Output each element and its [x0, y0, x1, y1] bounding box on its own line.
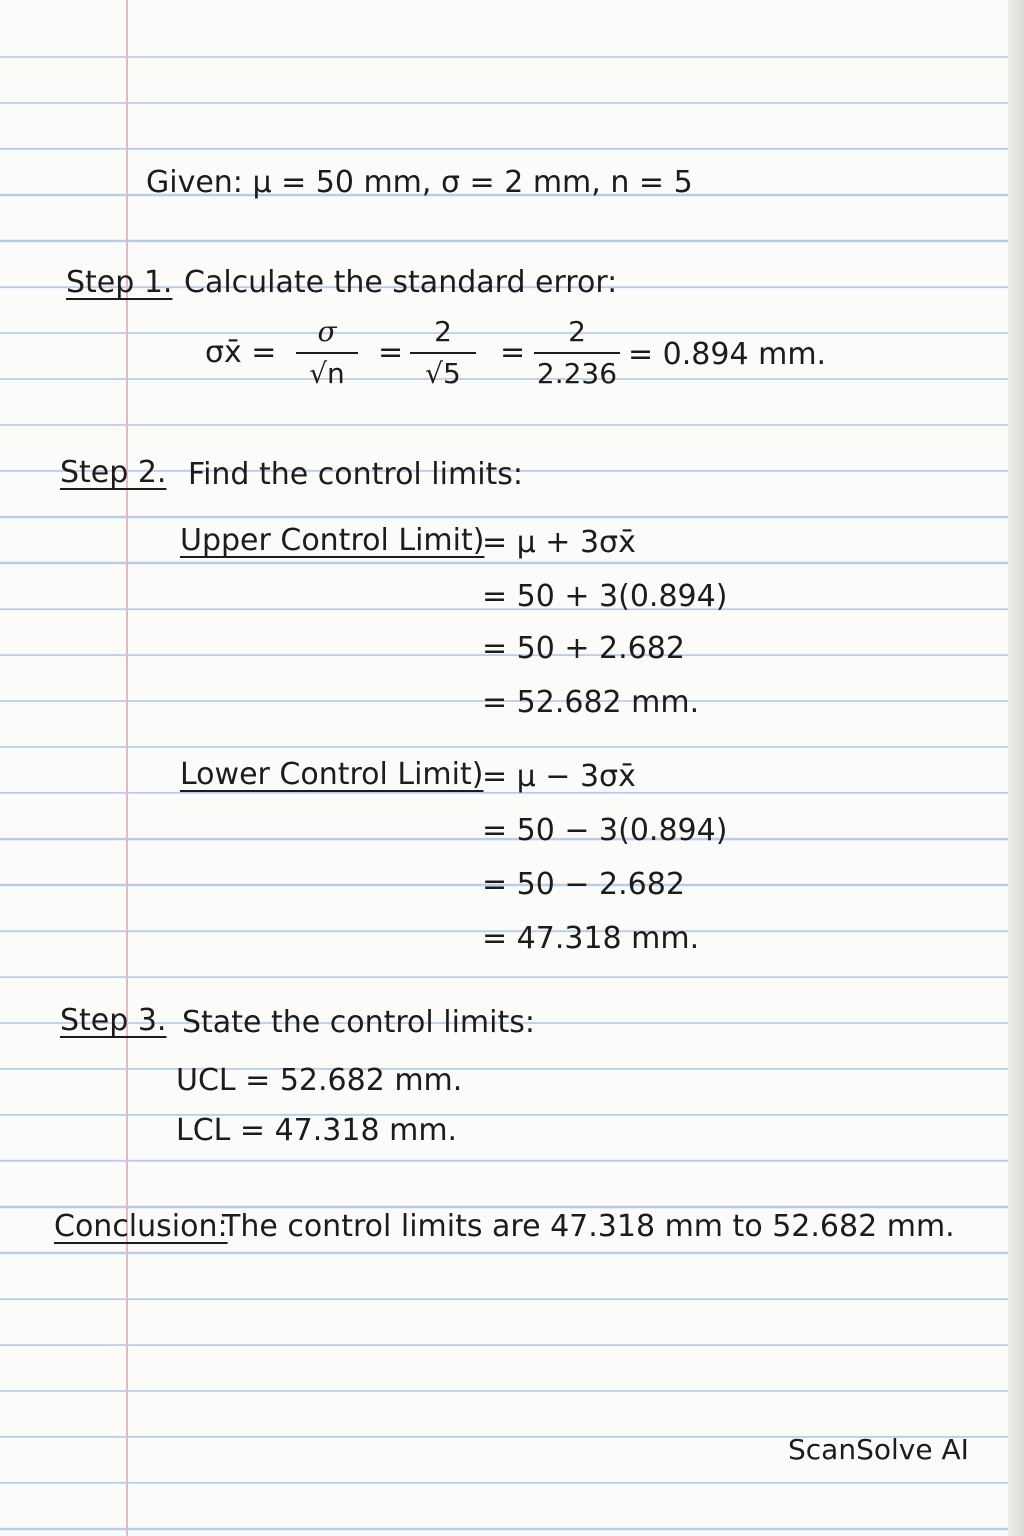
- fraction-bar: [534, 352, 620, 354]
- fraction-bar: [410, 352, 476, 354]
- fraction-numerator: 2: [434, 315, 452, 348]
- margin-line: [126, 0, 128, 1536]
- step1-label: Step 1.: [66, 265, 173, 300]
- lcl-line-2: = 50 − 3(0.894): [482, 813, 728, 848]
- fraction-denominator: 2.236: [536, 357, 618, 390]
- lcl-summary: LCL = 47.318 mm.: [176, 1113, 458, 1148]
- fraction-2-over-root-5: [410, 315, 476, 390]
- ucl-summary: UCL = 52.682 mm.: [176, 1063, 463, 1098]
- ucl-line-3: = 50 + 2.682: [482, 631, 685, 666]
- conclusion-label: Conclusion:: [54, 1209, 228, 1244]
- fraction-sigma-over-root-n: [296, 315, 358, 390]
- fraction-denominator: √5: [425, 357, 461, 390]
- equals-sign: =: [378, 335, 404, 370]
- fraction-numerator: 2: [568, 315, 586, 348]
- lcl-line-4: = 47.318 mm.: [482, 921, 700, 956]
- step3-text: State the control limits:: [182, 1005, 535, 1040]
- lcl-line-3: = 50 − 2.682: [482, 867, 685, 902]
- std-error-result: = 0.894 mm.: [628, 337, 827, 372]
- brand-signature: ScanSolve AI: [788, 1433, 969, 1466]
- conclusion-text: The control limits are 47.318 mm to 52.682 mm.: [222, 1209, 955, 1244]
- step3-label: Step 3.: [60, 1003, 167, 1038]
- ucl-line-2: = 50 + 3(0.894): [482, 579, 728, 614]
- step2-text: Find the control limits:: [188, 457, 524, 492]
- lcl-label: Lower Control Limit): [180, 757, 484, 792]
- equals-sign: =: [500, 335, 526, 370]
- fraction-denominator: √n: [309, 357, 345, 390]
- ucl-label: Upper Control Limit): [180, 523, 485, 558]
- std-error-lhs: σx̄ =: [205, 335, 277, 370]
- ucl-line-4: = 52.682 mm.: [482, 685, 700, 720]
- fraction-2-over-2236: [534, 315, 620, 390]
- step2-label: Step 2.: [60, 455, 167, 490]
- page-edge: [1008, 0, 1024, 1536]
- given-line: Given: μ = 50 mm, σ = 2 mm, n = 5: [146, 165, 693, 200]
- lcl-line-1: = μ − 3σx̄: [482, 759, 636, 794]
- ucl-line-1: = μ + 3σx̄: [482, 525, 636, 560]
- fraction-numerator: σ: [317, 315, 337, 348]
- fraction-bar: [296, 352, 358, 354]
- step1-text: Calculate the standard error:: [184, 265, 618, 300]
